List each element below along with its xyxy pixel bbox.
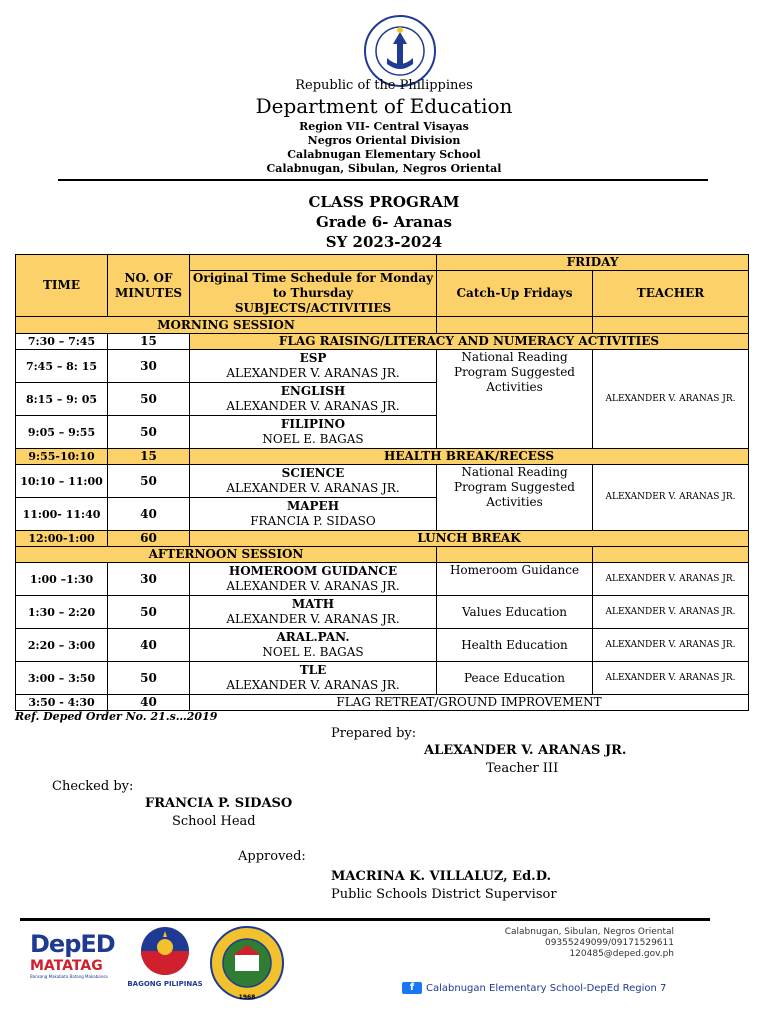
contact-email[interactable]: 120485@deped.gov.ph [569, 949, 674, 959]
header-original-label: Original Time Schedule for Monday to Thursday [192, 271, 434, 300]
row-minutes: 50 [108, 383, 190, 416]
morning-session-blank-2 [593, 317, 749, 334]
school-name: Calabnugan Elementary School [287, 148, 481, 161]
matatag-wordmark: MATATAG [30, 958, 103, 974]
row-teacher: ALEXANDER V. ARANAS JR. [226, 612, 400, 626]
row-time: 1:00 –1:30 [16, 563, 108, 596]
afternoon-session-label: AFTERNOON SESSION [16, 547, 437, 563]
deped-matatag-logo [30, 930, 115, 979]
prepared-title: Teacher III [486, 761, 559, 776]
header-divider [58, 179, 708, 181]
class-program-table [15, 254, 749, 711]
program-school-year: SY 2023-2024 [325, 233, 443, 251]
morning-session-label: MORNING SESSION [16, 317, 437, 334]
row-time: 1:30 – 2:20 [16, 596, 108, 629]
approved-name: MACRINA K. VILLALUZ, Ed.D. [331, 869, 552, 884]
header-catchup: Catch-Up Fridays [437, 271, 593, 317]
retreat-minutes: 40 [108, 695, 190, 711]
row-minutes: 50 [108, 465, 190, 498]
checked-label: Checked by: [52, 779, 134, 794]
row-time: 2:20 – 3:00 [16, 629, 108, 662]
row-subject-cell [190, 662, 437, 695]
row-subject-cell [190, 563, 437, 596]
row-subject-cell [190, 465, 437, 498]
morning-catchup: National Reading Program Suggested Activities [437, 350, 593, 449]
region-text: Region VII- Central Visayas [299, 120, 469, 133]
afternoon-session-blank-2 [593, 547, 749, 563]
approved-title: Public Schools District Supervisor [331, 887, 557, 902]
department-title: Department of Education [255, 94, 513, 118]
row-subject: ESP [299, 351, 327, 365]
row-time: 3:00 – 3:50 [16, 662, 108, 695]
school-seal-year: 1968 [238, 994, 256, 1001]
afternoon-session-blank [437, 547, 593, 563]
row-friday-teacher: ALEXANDER V. ARANAS JR. [593, 596, 749, 629]
republic-text: Republic of the Philippines [295, 78, 473, 93]
row-teacher: NOEL E. BAGAS [262, 432, 364, 446]
footer-divider [20, 918, 710, 921]
row-subject: HOMEROOM GUIDANCE [228, 564, 398, 578]
row-minutes: 50 [108, 662, 190, 695]
morning-friday-teacher: ALEXANDER V. ARANAS JR. [593, 350, 749, 449]
header-time: TIME [16, 255, 108, 317]
row-time: 11:00- 11:40 [16, 498, 108, 531]
prepared-label: Prepared by: [331, 726, 417, 741]
deped-wordmark: DepED [30, 930, 115, 958]
lunch-time: 12:00-1:00 [16, 531, 108, 547]
row-time: 7:45 – 8: 15 [16, 350, 108, 383]
row-subject: FILIPINO [280, 417, 346, 431]
row-minutes: 30 [108, 563, 190, 596]
school-seal-logo [209, 925, 285, 1001]
header-minutes: NO. OF MINUTES [108, 255, 190, 317]
row-subject-cell [190, 350, 437, 383]
flag-activity: FLAG RAISING/LITERACY AND NUMERACY ACTIVITIES [190, 334, 749, 350]
header-subjects-label: SUBJECTS/ACTIVITIES [234, 301, 392, 315]
row-subject: TLE [299, 663, 327, 677]
row-subject: MAPEH [286, 499, 340, 513]
retreat-activity: FLAG RETREAT/GROUND IMPROVEMENT [190, 695, 749, 711]
row-subject: ARAL.PAN. [276, 630, 350, 644]
mid-friday-teacher: ALEXANDER V. ARANAS JR. [593, 465, 749, 531]
header-original-schedule [190, 271, 437, 317]
prepared-name: ALEXANDER V. ARANAS JR. [424, 743, 627, 758]
retreat-time: 3:50 - 4:30 [16, 695, 108, 711]
contact-phone: 09355249099/09171529611 [544, 938, 674, 948]
row-friday-teacher: ALEXANDER V. ARANAS JR. [593, 563, 749, 596]
checked-title: School Head [172, 814, 256, 829]
flag-time: 7:30 – 7:45 [16, 334, 108, 350]
matatag-tagline: Bansang Makabata Batang Makabansa [30, 974, 108, 979]
row-teacher: NOEL E. BAGAS [262, 645, 364, 659]
header-friday: FRIDAY [437, 255, 749, 271]
row-catchup: Homeroom Guidance [437, 563, 593, 596]
contact-block [505, 927, 674, 960]
row-minutes: 50 [108, 416, 190, 449]
facebook-link[interactable] [402, 982, 666, 994]
contact-address: Calabnugan, Sibulan, Negros Oriental [504, 927, 674, 937]
row-time: 8:15 – 9: 05 [16, 383, 108, 416]
row-time: 9:05 – 9:55 [16, 416, 108, 449]
division-text: Negros Oriental Division [307, 134, 461, 147]
bagong-pilipinas-logo [130, 925, 200, 977]
row-teacher: ALEXANDER V. ARANAS JR. [226, 366, 400, 380]
header-blank [190, 255, 437, 271]
row-subject-cell [190, 416, 437, 449]
facebook-page-name: Calabnugan Elementary School-DepEd Region 7 [426, 982, 667, 994]
row-friday-teacher: ALEXANDER V. ARANAS JR. [593, 662, 749, 695]
row-subject-cell [190, 596, 437, 629]
reference-note: Ref. Deped Order No. 21.s…2019 [15, 710, 218, 723]
row-teacher: ALEXANDER V. ARANAS JR. [226, 481, 400, 495]
recess-activity: HEALTH BREAK/RECESS [190, 449, 749, 465]
row-subject-cell [190, 383, 437, 416]
recess-time: 9:55-10:10 [16, 449, 108, 465]
row-minutes: 40 [108, 629, 190, 662]
row-catchup: Health Education [437, 629, 593, 662]
row-subject: MATH [291, 597, 335, 611]
row-subject-cell [190, 629, 437, 662]
program-title: CLASS PROGRAM [308, 193, 460, 211]
row-teacher: FRANCIA P. SIDASO [250, 514, 376, 528]
row-teacher: ALEXANDER V. ARANAS JR. [226, 399, 400, 413]
row-friday-teacher: ALEXANDER V. ARANAS JR. [593, 629, 749, 662]
row-subject: ENGLISH [280, 384, 346, 398]
flag-minutes: 15 [108, 334, 190, 350]
bagong-pilipinas-label: BAGONG PILIPINAS [127, 980, 203, 988]
row-subject: SCIENCE [281, 466, 345, 480]
school-address: Calabnugan, Sibulan, Negros Oriental [266, 162, 502, 175]
checked-name: FRANCIA P. SIDASO [145, 796, 293, 811]
program-grade: Grade 6- Aranas [316, 213, 452, 231]
morning-session-blank [437, 317, 593, 334]
facebook-icon: f [402, 982, 422, 994]
row-catchup: Values Education [437, 596, 593, 629]
lunch-minutes: 60 [108, 531, 190, 547]
mid-catchup: National Reading Program Suggested Activities [437, 465, 593, 531]
row-time: 10:10 – 11:00 [16, 465, 108, 498]
lunch-activity: LUNCH BREAK [190, 531, 749, 547]
row-minutes: 40 [108, 498, 190, 531]
row-teacher: ALEXANDER V. ARANAS JR. [226, 579, 400, 593]
approved-label: Approved: [238, 849, 306, 864]
row-catchup: Peace Education [437, 662, 593, 695]
row-minutes: 50 [108, 596, 190, 629]
header-teacher: TEACHER [593, 271, 749, 317]
deped-seal-logo [363, 14, 437, 88]
recess-minutes: 15 [108, 449, 190, 465]
row-teacher: ALEXANDER V. ARANAS JR. [226, 678, 400, 692]
row-subject-cell [190, 498, 437, 531]
row-minutes: 30 [108, 350, 190, 383]
